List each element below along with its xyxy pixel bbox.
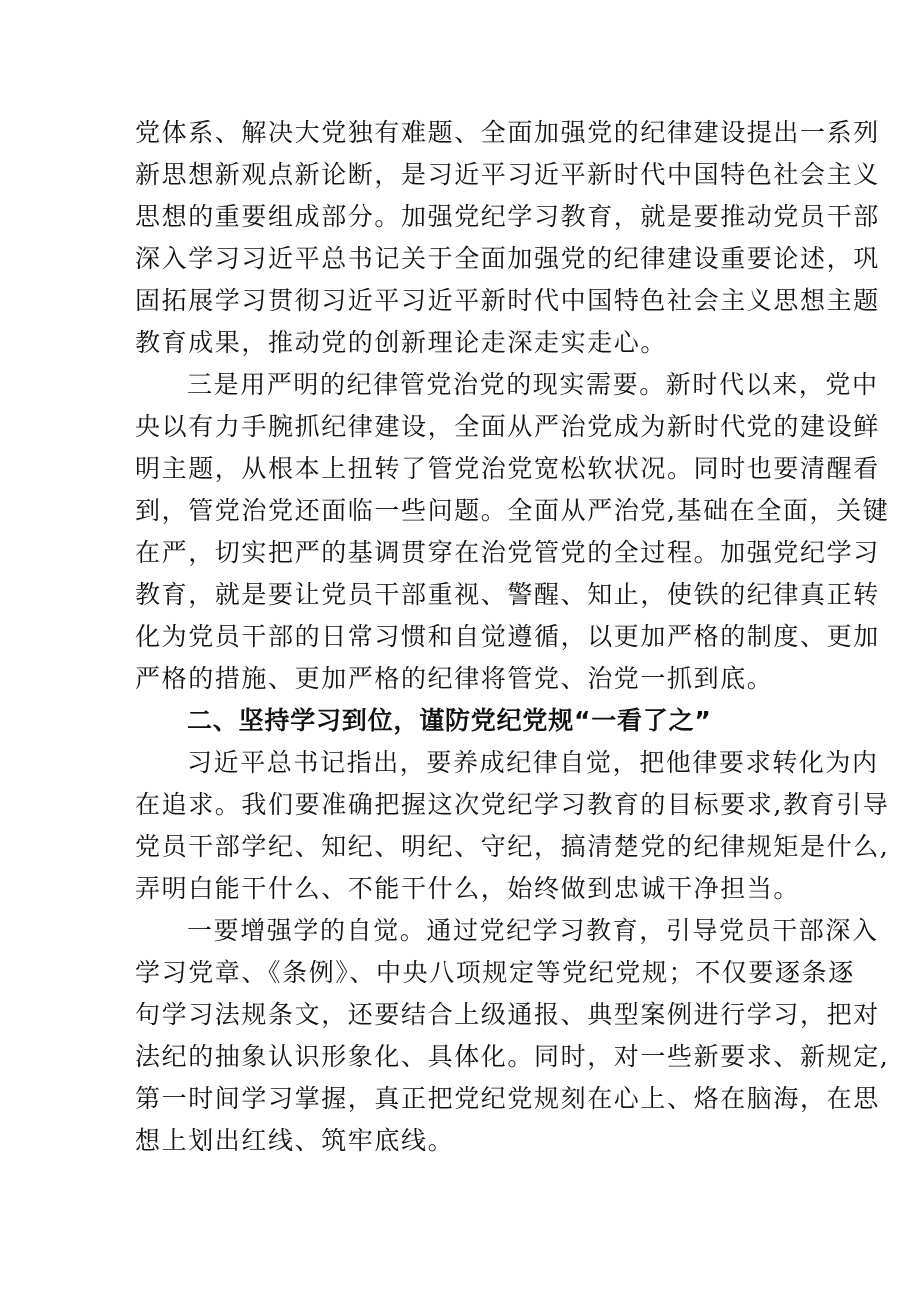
text-line: 到，管党治党还面临一些问题。全面从严治党,基础在全面，关键 <box>135 496 890 525</box>
text-line: 在追求。我们要准确把握这次党纪学习教育的目标要求,教育引导 <box>135 790 890 819</box>
text-line: 教育成果，推动党的创新理论走深走实走心。 <box>135 328 668 357</box>
text-line: 化为党员干部的日常习惯和自觉遵循，以更加严格的制度、更加 <box>135 622 880 651</box>
text-line: 党员干部学纪、知纪、明纪、守纪，搞清楚党的纪律规矩是什么, <box>135 832 890 861</box>
text-line: 固拓展学习贯彻习近平习近平新时代中国特色社会主义思想主题 <box>135 286 880 315</box>
text-line: 党体系、解决大党独有难题、全面加强党的纪律建设提出一系列 <box>135 118 880 147</box>
text-line: 在严，切实把严的基调贯穿在治党管党的全过程。加强党纪学习 <box>135 538 880 567</box>
paragraph-start-line: 习近平总书记指出，要养成纪律自觉，把他律要求转化为内 <box>187 748 879 777</box>
paragraph-start-line: 三是用严明的纪律管党治党的现实需要。新时代以来，党中 <box>187 370 879 399</box>
text-line: 法纪的抽象认识形象化、具体化。同时，对一些新要求、新规定, <box>135 1042 890 1071</box>
text-line: 央以有力手腕抓纪律建设，全面从严治党成为新时代党的建设鲜 <box>135 412 880 441</box>
paragraph-start-line: 一要增强学的自觉。通过党纪学习教育，引导党员干部深入 <box>187 916 879 945</box>
text-line: 严格的措施、更加严格的纪律将管党、治党一抓到底。 <box>135 664 774 693</box>
text-line: 句学习法规条文，还要结合上级通报、典型案例进行学习，把对 <box>135 1000 880 1029</box>
section-heading: 二、坚持学习到位，谨防党纪党规“一看了之” <box>187 706 712 735</box>
text-line: 想上划出红线、筑牢底线。 <box>135 1126 455 1155</box>
text-line: 教育，就是要让党员干部重视、警醒、知止，使铁的纪律真正转 <box>135 580 880 609</box>
text-line: 学习党章、《条例》、中央八项规定等党纪党规；不仅要逐条逐 <box>135 958 855 987</box>
text-line: 弄明白能干什么、不能干什么，始终做到忠诚干净担当。 <box>135 874 801 903</box>
text-line: 第一时间学习掌握，真正把党纪党规刻在心上、烙在脑海，在思 <box>135 1084 880 1113</box>
text-line: 思想的重要组成部分。加强党纪学习教育，就是要推动党员干部 <box>135 202 880 231</box>
text-line: 新思想新观点新论断，是习近平习近平新时代中国特色社会主义 <box>135 160 880 189</box>
text-line: 明主题，从根本上扭转了管党治党宽松软状况。同时也要清醒看 <box>135 454 880 483</box>
text-line: 深入学习习近平总书记关于全面加强党的纪律建设重要论述，巩 <box>135 244 880 273</box>
